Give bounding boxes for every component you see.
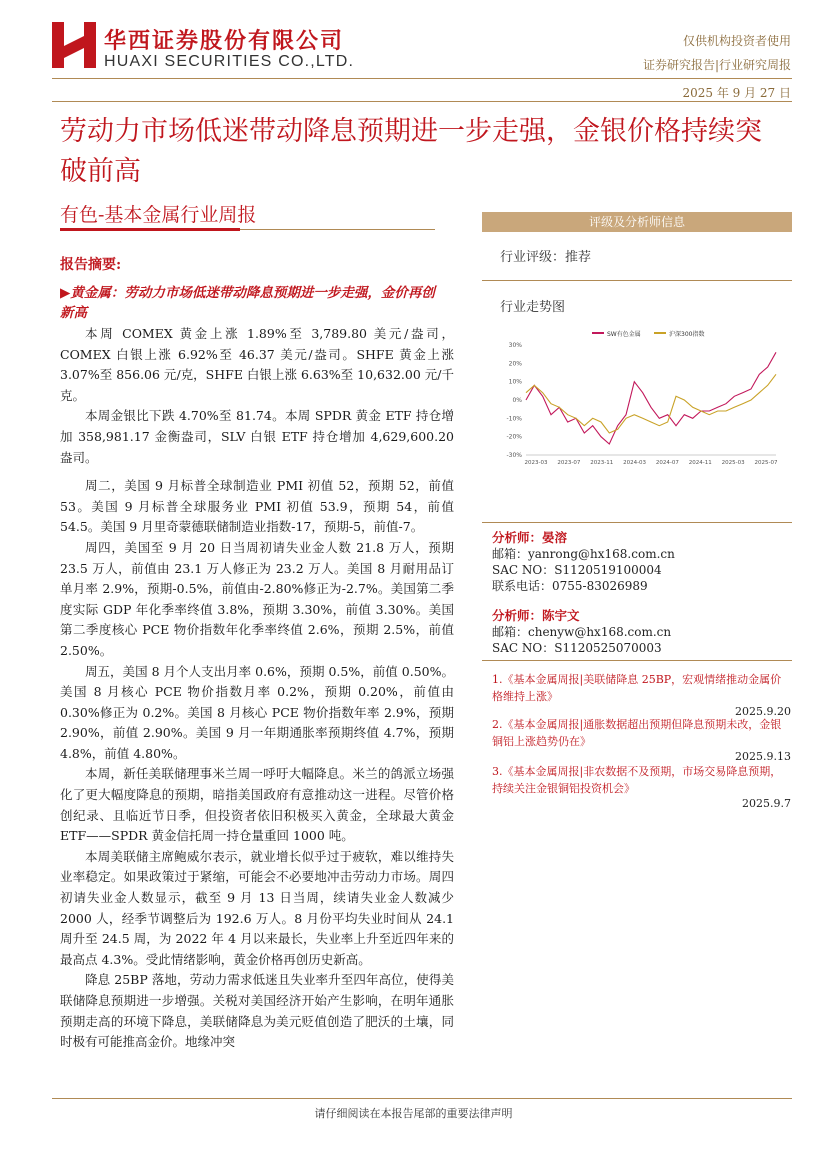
y-tick-label: -20% (506, 433, 522, 441)
y-tick-label: 20% (508, 360, 522, 368)
y-tick-label: -10% (506, 415, 522, 423)
analyst-name: 分析师：陈宇文 (492, 608, 580, 623)
legal-notice: 请仔细阅读在本报告尾部的重要法律声明 (314, 1107, 513, 1120)
x-tick-label: 2023-07 (557, 460, 581, 466)
huaxi-logo-icon (52, 22, 96, 68)
summary-paragraph: 本周美联储主席鲍威尔表示，就业增长似乎过于疲软，难以维持失业率稳定。如果政策过于紧缩，可能会不必要地冲击劳动力市场。周四初请失业金人数显示，截至 9 月 13 日当周，续请失业金人数减少 2000 人，经季节调整后为 192.6 万人。8 月份平均失业时间从 24.1 周升至 24.5 周，为 2022 年 4 月以来最长，失业率上升至近四年来的最高点 4.3%。受此情绪影响，黄金价格再创历史新高。 (60, 848, 454, 967)
sidebar-divider (482, 660, 792, 661)
industry-trend-chart (500, 325, 782, 475)
analyst-email[interactable]: 邮箱：yanrong@hx168.com.cn (492, 547, 675, 561)
x-tick-label: 2025-03 (721, 460, 745, 466)
related-report-date: 2025.9.20 (735, 705, 791, 718)
series-line (526, 352, 776, 444)
x-tick-label: 2023-03 (524, 460, 548, 466)
summary-body (60, 324, 454, 1053)
y-tick-label: 0% (512, 397, 522, 404)
analyst-phone: 联系电话：0755-83026989 (492, 579, 648, 593)
report-subtitle: 有色-基本金属行业周报 (60, 204, 257, 226)
analyst-sac: SAC NO：S1120519100004 (492, 563, 662, 577)
legend-label: SW有色金属 (607, 331, 641, 338)
rating-panel-header: 评级及分析师信息 (482, 212, 792, 232)
x-tick-label: 2025-07 (754, 460, 778, 466)
y-tick-label: -30% (506, 452, 522, 459)
summary-heading: 报告摘要: (60, 257, 122, 273)
related-report-link[interactable]: 2.《基本金属周报|通胀数据超出预期但降息预期未改，金银铜铝上涨趋势仍在》 (492, 718, 782, 748)
date-divider (52, 101, 792, 102)
report-kind: 证券研究报告|行业研究周报 (642, 58, 791, 72)
x-tick-label: 2023-11 (590, 460, 614, 466)
summary-paragraph: 本周，新任美联储理事米兰周一呼吁大幅降息。米兰的鸽派立场强化了更大幅度降息的预期，暗指美国政府有意推动这一进程。尽管价格创纪录、且临近节日季，但投资者依旧积极买入黄金，全球最大黄金 ETF——SPDR 黄金信托周一持仓量重回 1000 吨。 (60, 766, 454, 844)
company-name-cn: 华西证券股份有限公司 (104, 29, 345, 54)
series-line (526, 374, 776, 433)
analyst-name: 分析师：晏溶 (492, 530, 568, 545)
subtitle-accent-bar (60, 228, 240, 231)
company-name-en: HUAXI SECURITIES CO.,LTD. (104, 53, 355, 70)
summary-paragraph: 周五，美国 8 月个人支出月率 0.6%，预期 0.5%，前值 0.50%。美国 8 月核心 PCE 物价指数月率 0.2%，预期 0.20%，前值由 0.30%修正为 0.2%。美国 8 月核心 PCE 物价指数年率 2.9%，预期 2.90%，前值 2.90%。美国 9 月一年期通胀率预期终值 4.7%，预期 4.8%，前值 4.80%。 (60, 663, 454, 761)
header-divider (52, 78, 792, 79)
sidebar-divider (482, 280, 792, 281)
summary-paragraph: 降息 25BP 落地，劳动力需求低迷且失业率升至四年高位，使得美联储降息预期进一步增强。关税对美国经济开始产生影响，在明年通胀预期走高的环境下降息，美联储降息为美元贬值创造了肥沃的土壤，同时极有可能推高金价。地缘冲突 (60, 972, 454, 1050)
trend-chart-label: 行业走势图 (500, 300, 566, 315)
report-title: 劳动力市场低迷带动降息预期进一步走强，金银价格持续突破前高 (60, 116, 762, 187)
report-date: 2025 年 9 月 27 日 (682, 86, 791, 100)
related-report-link[interactable]: 1.《基本金属周报|美联储降息 25BP，宏观情绪推动金属价格维持上涨》 (492, 673, 782, 703)
related-report-link[interactable]: 3.《基本金属周报|非农数据不及预期，市场交易降息预期，持续关注金银铜铝投资机会》 (492, 765, 782, 795)
legend-label: 沪深300指数 (669, 331, 705, 338)
y-tick-label: 30% (508, 342, 522, 349)
x-tick-label: 2024-11 (688, 460, 712, 466)
analyst-sac: SAC NO：S1120525070003 (492, 641, 662, 655)
analyst-email[interactable]: 邮箱：chenyw@hx168.com.cn (492, 625, 672, 639)
x-tick-label: 2024-07 (655, 460, 679, 466)
related-report-date: 2025.9.7 (742, 797, 791, 810)
summary-highlight: ▶黄金属：劳动力市场低迷带动降息预期进一步走强，金价再创新高 (60, 285, 435, 321)
audience-note: 仅供机构投资者使用 (682, 34, 791, 48)
summary-paragraph: 周四，美国至 9 月 20 日当周初请失业金人数 21.8 万人，预期 23.5 万人，前值由 23.1 万人修正为 23.2 万人。美国 8 月耐用品订单月率 2.9%，预期-0.5%，前值由-2.80%修正为-2.7%。美国第二季度实际 GDP 年化季率终值 3.8%，预期 3.30%，前值 3.30%。美国第二季度核心 PCE 物价指数年化季率终值 2.6%，预期 2.5%，前值 2.50%。 (60, 539, 454, 658)
x-tick-label: 2024-03 (623, 460, 647, 466)
summary-paragraph: 本周金银比下跌 4.70%至 81.74。本周 SPDR 黄金 ETF 持仓增加 358,981.17 金衡盎司，SLV 白银 ETF 持仓增加 4,629,600.20 盎司。 (60, 408, 454, 465)
summary-paragraph: 本周 COMEX 黄金上涨 1.89%至 3,789.80 美元/盎司，COMEX 白银上涨 6.92%至 46.37 美元/盎司。SHFE 黄金上涨 3.07%至 856.06 元/克，SHFE 白银上涨 6.63%至 10,632.00 元/千克。 (60, 326, 454, 403)
industry-rating: 行业评级：推荐 (500, 250, 592, 265)
y-tick-label: 10% (508, 378, 522, 386)
related-report-date: 2025.9.13 (735, 750, 791, 763)
summary-paragraph: 周二，美国 9 月标普全球制造业 PMI 初值 52，预期 52，前值 53。美国 9 月标普全球服务业 PMI 初值 53.9，预期 54，前值 54.5。美国 9 月里奇蒙德联储制造业指数-17，预期-5，前值-7。 (60, 478, 454, 535)
footer-divider (52, 1098, 792, 1099)
sidebar-divider (482, 522, 792, 523)
